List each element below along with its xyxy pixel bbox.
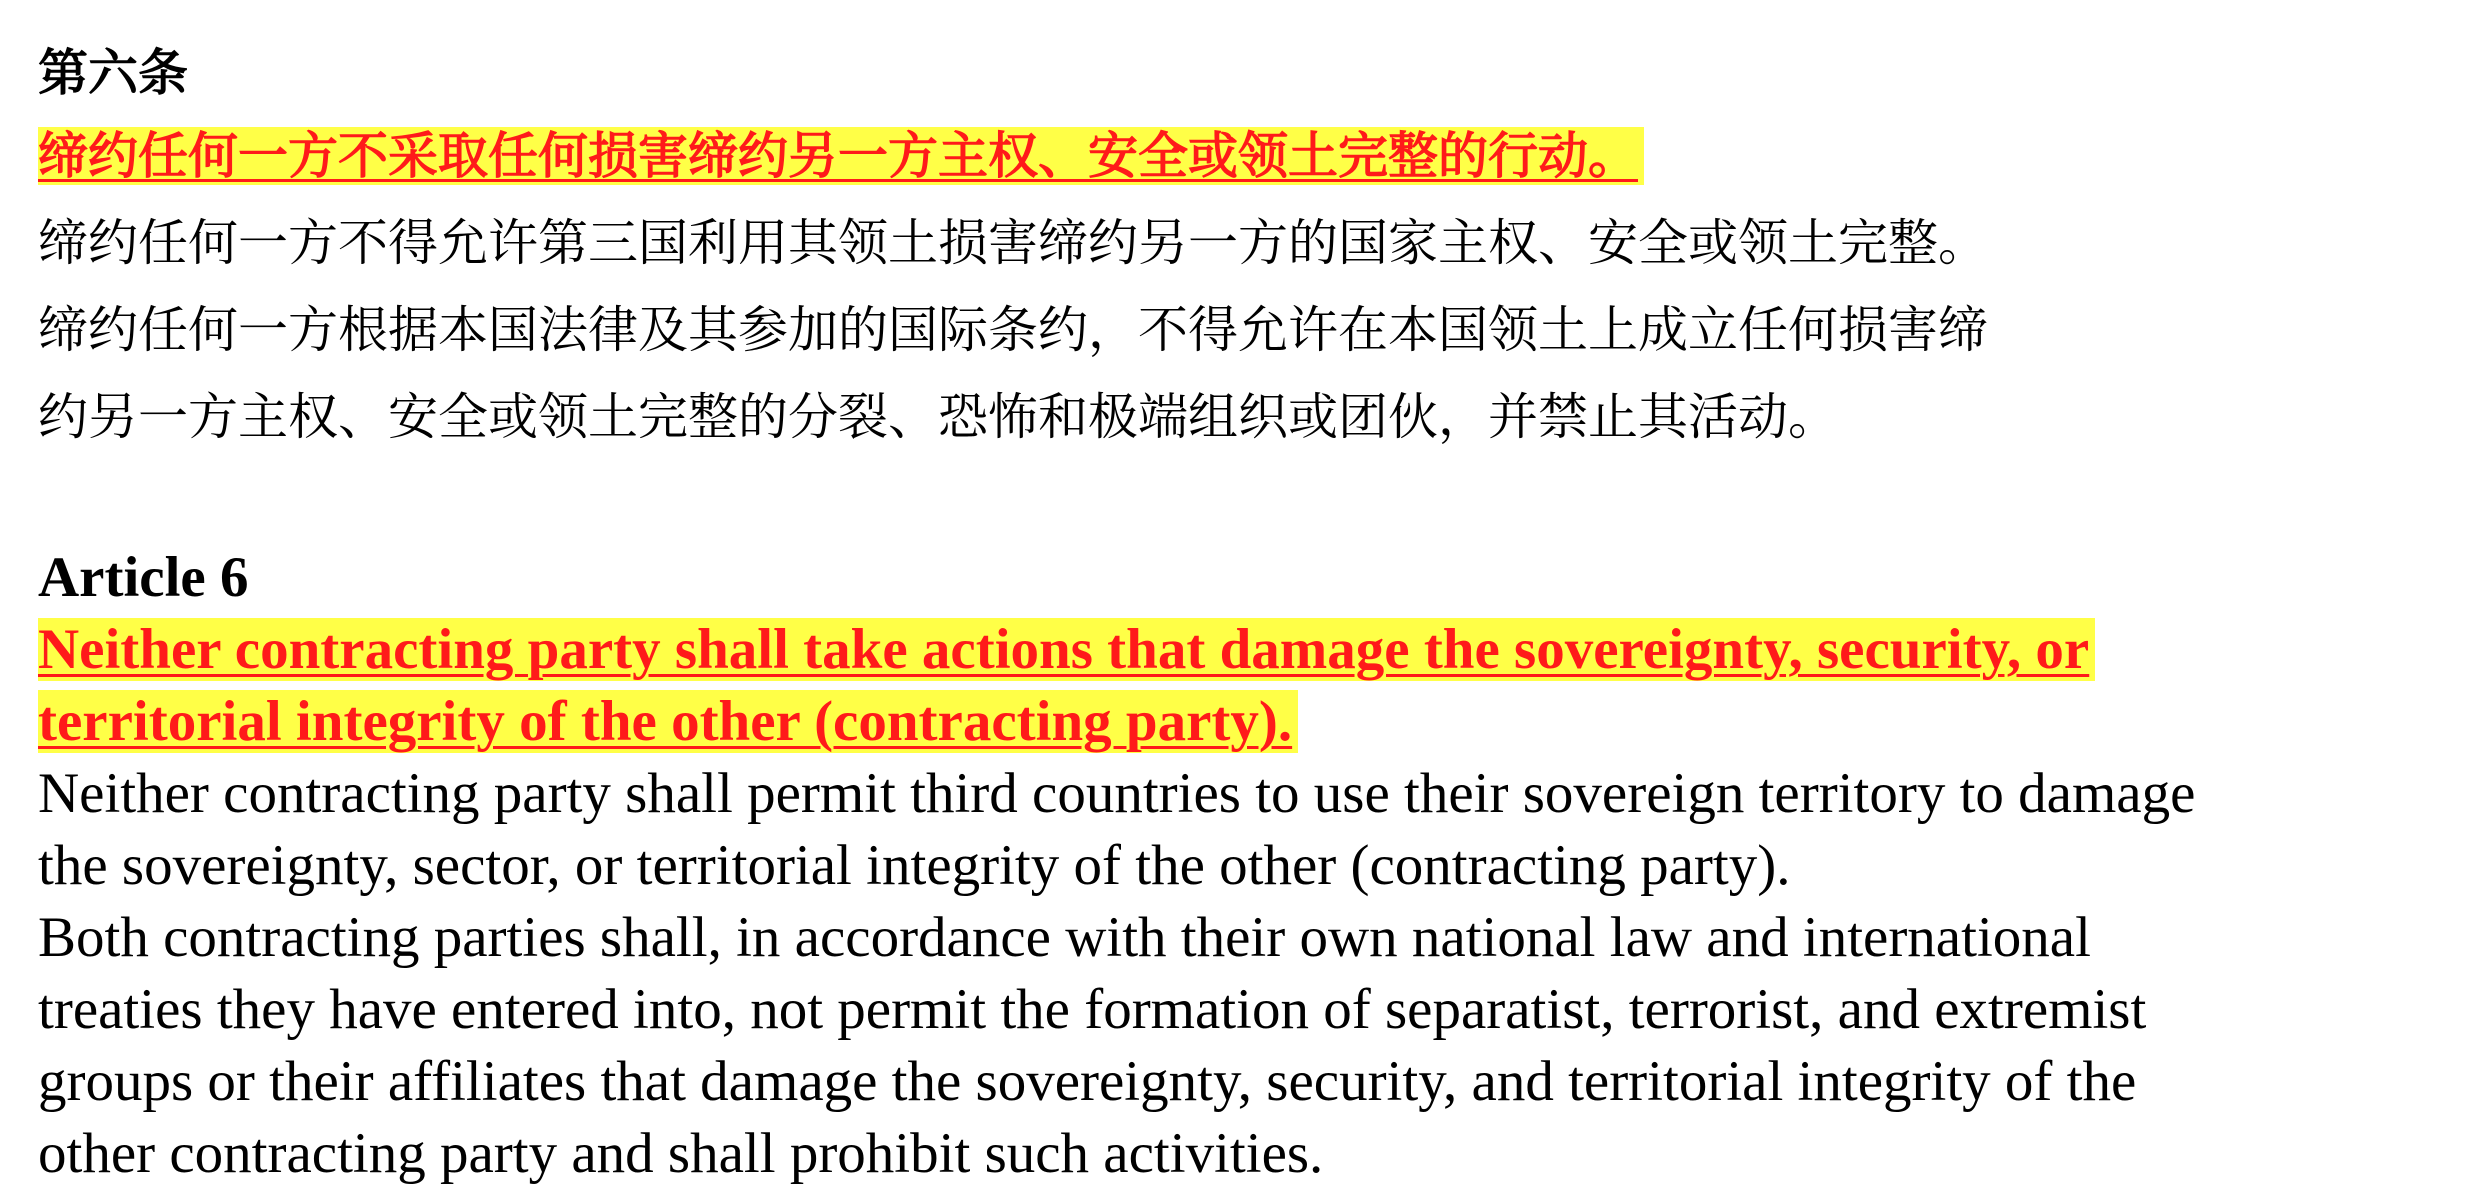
paragraph-line-english: Both contracting parties shall, in accordance with their own national law and international	[38, 906, 2091, 969]
paragraph-line-chinese: 缔约任何一方不得允许第三国利用其领土损害缔约另一方的国家主权、安全或领土完整。	[38, 214, 1988, 272]
paragraph-line-english: treaties they have entered into, not permit the formation of separatist, terrorist, and extremist	[38, 978, 2147, 1041]
highlight-text-chinese: 缔约任何一方不采取任何损害缔约另一方主权、安全或领土完整的行动。	[38, 127, 1644, 185]
article-title-english: Article 6	[38, 546, 249, 609]
paragraph-line-chinese: 缔约任何一方根据本国法律及其参加的国际条约，不得允许在本国领土上成立任何损害缔	[38, 301, 1988, 359]
paragraph-line-english: other contracting party and shall prohibit such activities.	[38, 1122, 1324, 1185]
highlight-text-english: territorial integrity of the other (contracting party).	[38, 690, 1298, 753]
highlighted-clause-english-line	[38, 614, 2438, 686]
paragraph-line-english: Neither contracting party shall permit third countries to use their sovereign territory to damage	[38, 762, 2196, 825]
article-title-chinese: 第六条	[38, 44, 188, 102]
highlighted-clause-english-line	[38, 686, 2438, 758]
highlight-text-english: Neither contracting party shall take actions that damage the sovereignty, security, or	[38, 618, 2095, 681]
document-body	[38, 34, 2438, 1190]
highlighted-clause-chinese	[38, 113, 2438, 200]
paragraph-line-english: the sovereignty, sector, or territorial integrity of the other (contracting party).	[38, 834, 1791, 897]
paragraph-line-chinese: 约另一方主权、安全或领土完整的分裂、恐怖和极端组织或团伙，并禁止其活动。	[38, 388, 1838, 446]
paragraph-line-english: groups or their affiliates that damage the sovereignty, security, and territorial integrity of the	[38, 1050, 2137, 1113]
